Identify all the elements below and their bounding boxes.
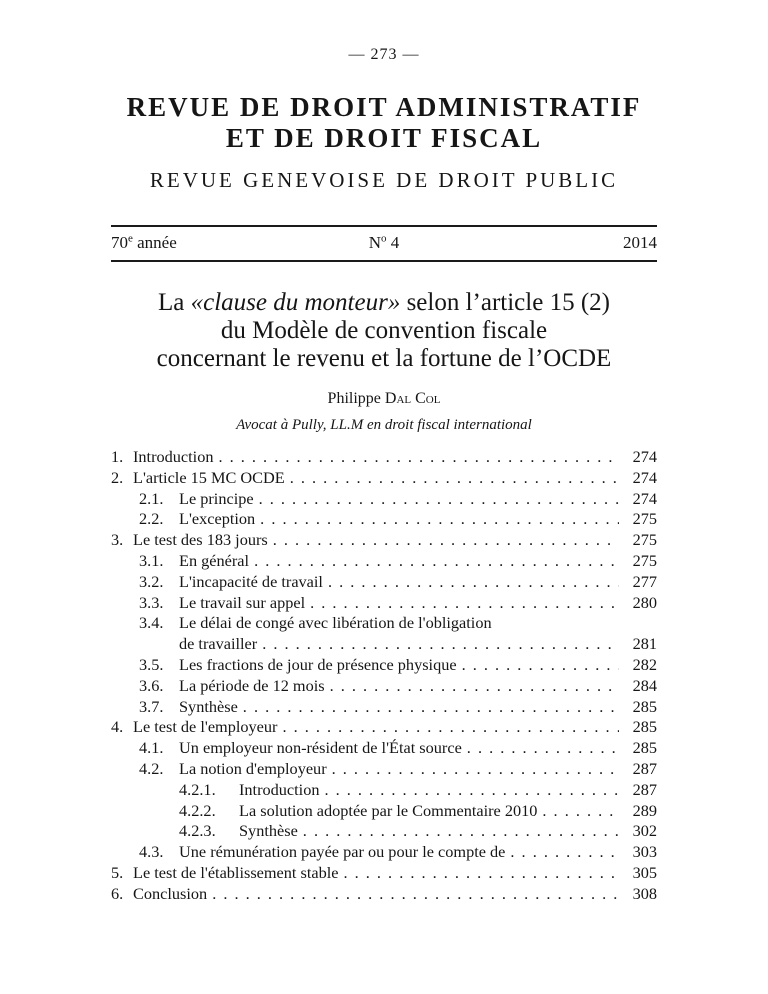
toc-entry-label: Le test de l'établissement stable bbox=[133, 862, 339, 882]
toc bbox=[111, 447, 657, 905]
toc-entry-label: En général bbox=[179, 550, 250, 570]
toc-entry bbox=[111, 717, 657, 738]
toc-dot-leader bbox=[259, 489, 619, 510]
toc-entry-number: 4.2.3. bbox=[179, 821, 216, 841]
issue-number: $N^o$ 4 bbox=[368, 232, 400, 252]
toc-entry-page: 305 bbox=[632, 862, 657, 882]
toc-entry bbox=[111, 863, 657, 884]
issue-info-bar bbox=[111, 225, 657, 262]
toc-entry-number: 4.1. bbox=[139, 738, 164, 758]
toc-entry-page: 275 bbox=[632, 509, 657, 529]
toc-entry-label: Synthèse bbox=[179, 696, 238, 716]
toc-entry-number: 2. bbox=[111, 467, 124, 487]
toc-entry bbox=[111, 613, 657, 634]
article-title-italic-phrase: «clause du monteur» bbox=[190, 289, 401, 316]
toc-entry-page: 280 bbox=[632, 592, 657, 612]
toc-entry-number: 5. bbox=[111, 862, 124, 882]
toc-entry bbox=[111, 530, 657, 551]
toc-entry-number: 6. bbox=[111, 883, 124, 903]
journal-title-line1: REVUE DE DROIT ADMINISTRATIF bbox=[126, 92, 642, 122]
toc-dot-leader bbox=[212, 884, 619, 905]
toc-entry-number: 1. bbox=[111, 447, 124, 466]
toc-entry-number: 3.7. bbox=[139, 696, 164, 716]
page-content bbox=[111, 0, 657, 905]
toc-entry-label: L'exception bbox=[179, 509, 256, 529]
toc-entry bbox=[111, 468, 657, 489]
toc-entry-page: 287 bbox=[632, 758, 657, 778]
toc-entry-label: Introduction bbox=[239, 779, 320, 799]
toc-entry-label: Synthèse bbox=[239, 821, 298, 841]
toc-entry-number: 4.2.2. bbox=[179, 800, 216, 820]
toc-entry-number: 3.1. bbox=[139, 550, 164, 570]
author-name: Philippe Dal Col bbox=[327, 390, 441, 407]
toc-dot-leader bbox=[273, 530, 619, 551]
toc-dot-leader bbox=[303, 821, 619, 842]
toc-entry-page: 287 bbox=[632, 779, 657, 799]
toc-dot-leader bbox=[324, 780, 619, 801]
toc-entry-label: L'incapacité de travail bbox=[179, 571, 323, 591]
toc-dot-leader bbox=[254, 551, 619, 572]
toc-entry bbox=[111, 634, 657, 655]
toc-dot-leader bbox=[282, 717, 619, 738]
issue-number-sup: o bbox=[381, 232, 387, 245]
toc-entry-number: 4.2.1. bbox=[179, 779, 216, 799]
toc-entry bbox=[111, 697, 657, 718]
toc-entry-label: Le délai de congé avec libération de l'obligation bbox=[179, 613, 492, 633]
toc-entry-page: 277 bbox=[632, 571, 657, 591]
toc-entry-page: 274 bbox=[632, 467, 657, 487]
journal-title-line2: ET DE DROIT FISCAL bbox=[225, 123, 543, 153]
toc-entry-label: Un employeur non-résident de l'État source bbox=[179, 738, 462, 758]
journal-title bbox=[111, 92, 657, 154]
toc-entry-page: 289 bbox=[632, 800, 657, 820]
page-number: — 273 — bbox=[348, 46, 420, 63]
toc-entry bbox=[111, 759, 657, 780]
toc-entry-page: 285 bbox=[632, 717, 657, 737]
toc-entry-label: Le travail sur appel bbox=[179, 592, 306, 612]
toc-entry-label: La période de 12 mois bbox=[179, 675, 325, 695]
toc-dot-leader bbox=[510, 842, 619, 863]
toc-dot-leader bbox=[328, 572, 619, 593]
toc-dot-leader bbox=[343, 863, 619, 884]
toc-entry-page: 302 bbox=[632, 821, 657, 841]
toc-dot-leader bbox=[330, 676, 619, 697]
toc-entry-number: 4.3. bbox=[139, 842, 164, 862]
toc-entry-label: Conclusion bbox=[133, 883, 208, 903]
journal-subtitle: REVUE GENEVOISE DE DROIT PUBLIC bbox=[149, 168, 619, 192]
toc-entry bbox=[111, 489, 657, 510]
toc-entry-number: 3.6. bbox=[139, 675, 164, 695]
toc-dot-leader bbox=[243, 697, 619, 718]
toc-entry-label: Une rémunération payée par ou pour le compte de bbox=[179, 842, 506, 862]
toc-entry-label: Le test des 183 jours bbox=[133, 530, 268, 550]
toc-entry-number: 2.1. bbox=[139, 488, 164, 508]
toc-entry-label: Introduction bbox=[133, 447, 214, 466]
toc-entry bbox=[111, 509, 657, 530]
article-title-line3: concernant le revenu et la fortune de l’OCDE bbox=[156, 345, 612, 372]
toc-dot-leader bbox=[542, 801, 619, 822]
toc-entry-page: 285 bbox=[632, 738, 657, 758]
toc-entry-page: 275 bbox=[632, 530, 657, 550]
toc-entry-page: 282 bbox=[632, 654, 657, 674]
issue-volume: 70e année bbox=[111, 232, 177, 252]
toc-entry-label: de travailler bbox=[179, 634, 258, 654]
toc-entry bbox=[111, 447, 657, 468]
issue-volume-sup: e bbox=[128, 232, 133, 245]
toc-entry bbox=[111, 821, 657, 842]
toc-dot-leader bbox=[218, 447, 619, 468]
toc-entry-page: 281 bbox=[632, 634, 657, 654]
author-affiliation: Avocat à Pully, LL.M en droit fiscal international bbox=[236, 417, 532, 433]
toc-entry-page: 275 bbox=[632, 550, 657, 570]
toc-entry bbox=[111, 738, 657, 759]
toc-entry-number: 3.5. bbox=[139, 654, 164, 674]
toc-entry-page: 303 bbox=[632, 842, 657, 862]
toc-dot-leader bbox=[462, 655, 619, 676]
toc-dot-leader bbox=[260, 509, 619, 530]
toc-entry-number: 3.3. bbox=[139, 592, 164, 612]
toc-entry-label: Les fractions de jour de présence physique bbox=[179, 654, 457, 674]
author-surname: Dal Col bbox=[384, 390, 441, 407]
toc-entry-label: L'article 15 MC OCDE bbox=[133, 467, 285, 487]
toc-dot-leader bbox=[332, 759, 619, 780]
toc-entry-label: La notion d'employeur bbox=[179, 758, 327, 778]
toc-entry-page: 274 bbox=[632, 447, 657, 466]
toc-entry-page: 274 bbox=[632, 488, 657, 508]
toc-dot-leader bbox=[467, 738, 619, 759]
toc-entry-number: 4.2. bbox=[139, 758, 164, 778]
article-title-line1: La «clause du monteur» selon l’article 15 (2) bbox=[158, 289, 610, 316]
toc-entry bbox=[111, 801, 657, 822]
toc-entry bbox=[111, 676, 657, 697]
toc-entry-label: Le test de l'employeur bbox=[133, 717, 278, 737]
toc-entry bbox=[111, 655, 657, 676]
article-title bbox=[111, 289, 657, 373]
issue-year: 2014 bbox=[623, 233, 657, 252]
toc-entry bbox=[111, 593, 657, 614]
toc-entry bbox=[111, 842, 657, 863]
toc-entry bbox=[111, 780, 657, 801]
toc-entry bbox=[111, 572, 657, 593]
toc-entry-number: 3.2. bbox=[139, 571, 164, 591]
toc-entry-number: 4. bbox=[111, 717, 124, 737]
toc-entry bbox=[111, 551, 657, 572]
toc-dot-leader bbox=[262, 634, 619, 655]
toc-entry-number: 2.2. bbox=[139, 509, 164, 529]
toc-entry-page: 284 bbox=[632, 675, 657, 695]
toc-entry-number: 3. bbox=[111, 530, 124, 550]
toc-entry-page: 308 bbox=[632, 883, 657, 903]
toc-entry bbox=[111, 884, 657, 905]
toc-entry-label: Le principe bbox=[179, 488, 254, 508]
toc-entry-label: La solution adoptée par le Commentaire 2010 bbox=[239, 800, 538, 820]
toc-dot-leader bbox=[310, 593, 619, 614]
toc-dot-leader bbox=[290, 468, 619, 489]
article-title-line2: du Modèle de convention fiscale bbox=[220, 317, 548, 344]
toc-entry-page: 285 bbox=[632, 696, 657, 716]
toc-entry-number: 3.4. bbox=[139, 613, 164, 633]
